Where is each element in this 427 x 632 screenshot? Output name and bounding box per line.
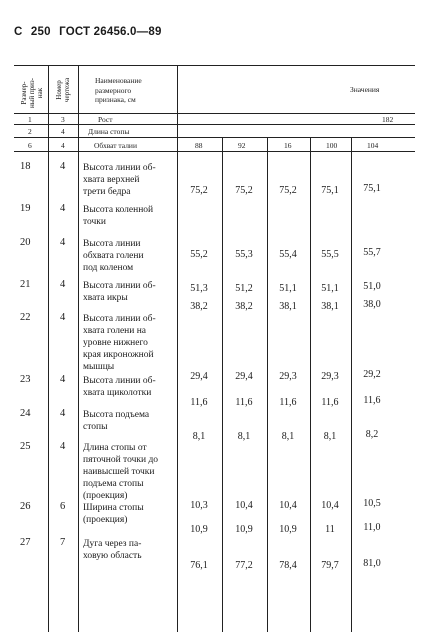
table-row-number: 25 [20, 441, 31, 452]
table-row-value-2: 77,2 [235, 560, 253, 571]
header-bottom-rule [14, 113, 415, 114]
table-row-name: Высота линии обхвата голени под коленом [83, 239, 144, 273]
table-row-name: Высота линии об- хвата икры [83, 281, 156, 303]
table-row-value-4: 11 [325, 524, 335, 535]
table-row-number: 20 [20, 237, 31, 248]
table-row-name: Ширина стопы (проекция) [83, 503, 144, 525]
table-row-value-3: 38,1 [279, 301, 297, 312]
row-2-rule [14, 137, 415, 138]
header-attribute-number: Размер- ный приз- нак [20, 77, 44, 109]
header-attribute-name: Наименование размерного признака, см [95, 76, 142, 104]
table-row-value-2: 10,9 [235, 524, 253, 535]
table-row-name: Высота коленной точки [83, 205, 154, 227]
standard-code: ГОСТ 26456.0—89 [59, 26, 162, 38]
row-2-num: 2 [28, 127, 32, 136]
table-row-value-2: 38,2 [235, 301, 253, 312]
table-row-value-4: 11,6 [321, 397, 339, 408]
row-6-drawing: 4 [61, 141, 65, 150]
row-2-name: Длина стопы [88, 127, 130, 136]
table-row-value-4: 51,1 [321, 283, 339, 294]
header-values: Значения [350, 85, 380, 94]
table-row-drawing: 4 [60, 161, 66, 172]
row-6-name: Обхват талии [94, 141, 137, 150]
row-1-name: Рост [98, 115, 113, 124]
table-row-value-1: 8,1 [192, 431, 206, 442]
table-row-value-1: 10,9 [190, 524, 208, 535]
col-divider-5 [267, 137, 268, 632]
table-row-value-1: 11,6 [190, 397, 208, 408]
table-row-value-5: 8,2 [365, 429, 379, 440]
col-divider-6 [310, 137, 311, 632]
table-row-value-1: 29,4 [190, 371, 208, 382]
table-row-value-3: 51,1 [279, 283, 297, 294]
table-row-value-5: 75,1 [363, 183, 381, 194]
table-row-drawing: 4 [60, 408, 66, 419]
table-row-name: Высота линии об- хвата щиколотки [83, 376, 156, 398]
row-6-value-4: 100 [326, 141, 338, 150]
table-row-value-3: 29,3 [279, 371, 297, 382]
row-2-drawing: 4 [61, 127, 65, 136]
row-1-rule [14, 124, 415, 125]
col-divider-2 [78, 65, 79, 632]
row-6-num: 6 [28, 141, 32, 150]
table-row-value-5: 11,0 [363, 522, 381, 533]
table-row-number: 21 [20, 279, 31, 290]
table-row-name: Высота линии об- хвата верхней трети бедра [83, 163, 156, 197]
row-6-value-2: 92 [238, 141, 246, 150]
table-row-value-1: 51,3 [190, 283, 208, 294]
table-row-number: 24 [20, 408, 31, 419]
header-drawing-number: Номер чертежа [55, 77, 71, 103]
table-row-value-2: 10,4 [235, 500, 253, 511]
table-row-value-3: 10,4 [279, 500, 297, 511]
table-row-name: Высота линии об- хвата голени на уровне нижнего края икроножной мышцы [83, 314, 156, 372]
table-row-name: Дуга через па- ховую область [83, 539, 142, 561]
table-row-value-3: 55,4 [279, 249, 297, 260]
table-row-value-1: 38,2 [190, 301, 208, 312]
table-row-value-3: 75,2 [279, 185, 297, 196]
table-row-value-5: 10,5 [363, 498, 381, 509]
table-row-drawing: 4 [60, 279, 66, 290]
row-1-value: 182 [382, 115, 394, 124]
table-row-value-2: 8,1 [237, 431, 251, 442]
table-row-drawing: 4 [60, 441, 66, 452]
table-row-value-5: 38,0 [363, 299, 381, 310]
table-row-value-2: 51,2 [235, 283, 253, 294]
table-row-value-4: 79,7 [321, 560, 339, 571]
table-row-value-2: 75,2 [235, 185, 253, 196]
table-row-value-5: 11,6 [363, 395, 381, 406]
table-row-value-3: 10,9 [279, 524, 297, 535]
row-1-drawing: 3 [61, 115, 65, 124]
table-row-value-5: 81,0 [363, 558, 381, 569]
page-letter: С [14, 26, 23, 38]
table-row-value-1: 76,1 [190, 560, 208, 571]
page-header [14, 26, 167, 38]
table-row-value-1: 10,3 [190, 500, 208, 511]
table-row-drawing: 4 [60, 203, 66, 214]
page-number: 250 [30, 26, 51, 38]
table-row-drawing: 4 [60, 237, 66, 248]
row-1-num: 1 [28, 115, 32, 124]
table-row-number: 22 [20, 312, 31, 323]
table-row-number: 19 [20, 203, 31, 214]
table-row-value-4: 55,5 [321, 249, 339, 260]
table-row-name: Высота подъема стопы [83, 410, 150, 432]
table-row-value-2: 55,3 [235, 249, 253, 260]
table-row-value-4: 38,1 [321, 301, 339, 312]
table-row-number: 23 [20, 374, 31, 385]
table-row-drawing: 4 [60, 374, 66, 385]
table-row-drawing: 4 [60, 312, 66, 323]
table-row-value-1: 55,2 [190, 249, 208, 260]
table-row-drawing: 6 [60, 501, 66, 512]
table-row-value-4: 75,1 [321, 185, 339, 196]
table-row-value-5: 51,0 [363, 281, 381, 292]
col-divider-1 [48, 65, 49, 632]
table-row-number: 26 [20, 501, 31, 512]
table-row-value-1: 75,2 [190, 185, 208, 196]
table-row-value-5: 29,2 [363, 369, 381, 380]
table-row-value-3: 11,6 [279, 397, 297, 408]
table-row-number: 27 [20, 537, 31, 548]
table-top-rule [14, 65, 415, 66]
table-row-name: Длина стопы от пяточной точки до наивысшей точки подъема стопы (проекция) [83, 443, 159, 501]
table-row-value-4: 8,1 [323, 431, 337, 442]
table-row-value-4: 10,4 [321, 500, 339, 511]
row-6-value-1: 88 [195, 141, 203, 150]
table-row-value-4: 29,3 [321, 371, 339, 382]
table-row-value-5: 55,7 [363, 247, 381, 258]
table-row-drawing: 7 [60, 537, 66, 548]
table-row-value-2: 29,4 [235, 371, 253, 382]
table-row-number: 18 [20, 161, 31, 172]
table-row-value-3: 8,1 [281, 431, 295, 442]
col-divider-4 [222, 137, 223, 632]
table-row-value-2: 11,6 [235, 397, 253, 408]
row-6-value-3: 16 [284, 141, 292, 150]
table-row-value-3: 78,4 [279, 560, 297, 571]
row-6-rule [14, 151, 415, 152]
row-6-value-5: 104 [367, 141, 379, 150]
